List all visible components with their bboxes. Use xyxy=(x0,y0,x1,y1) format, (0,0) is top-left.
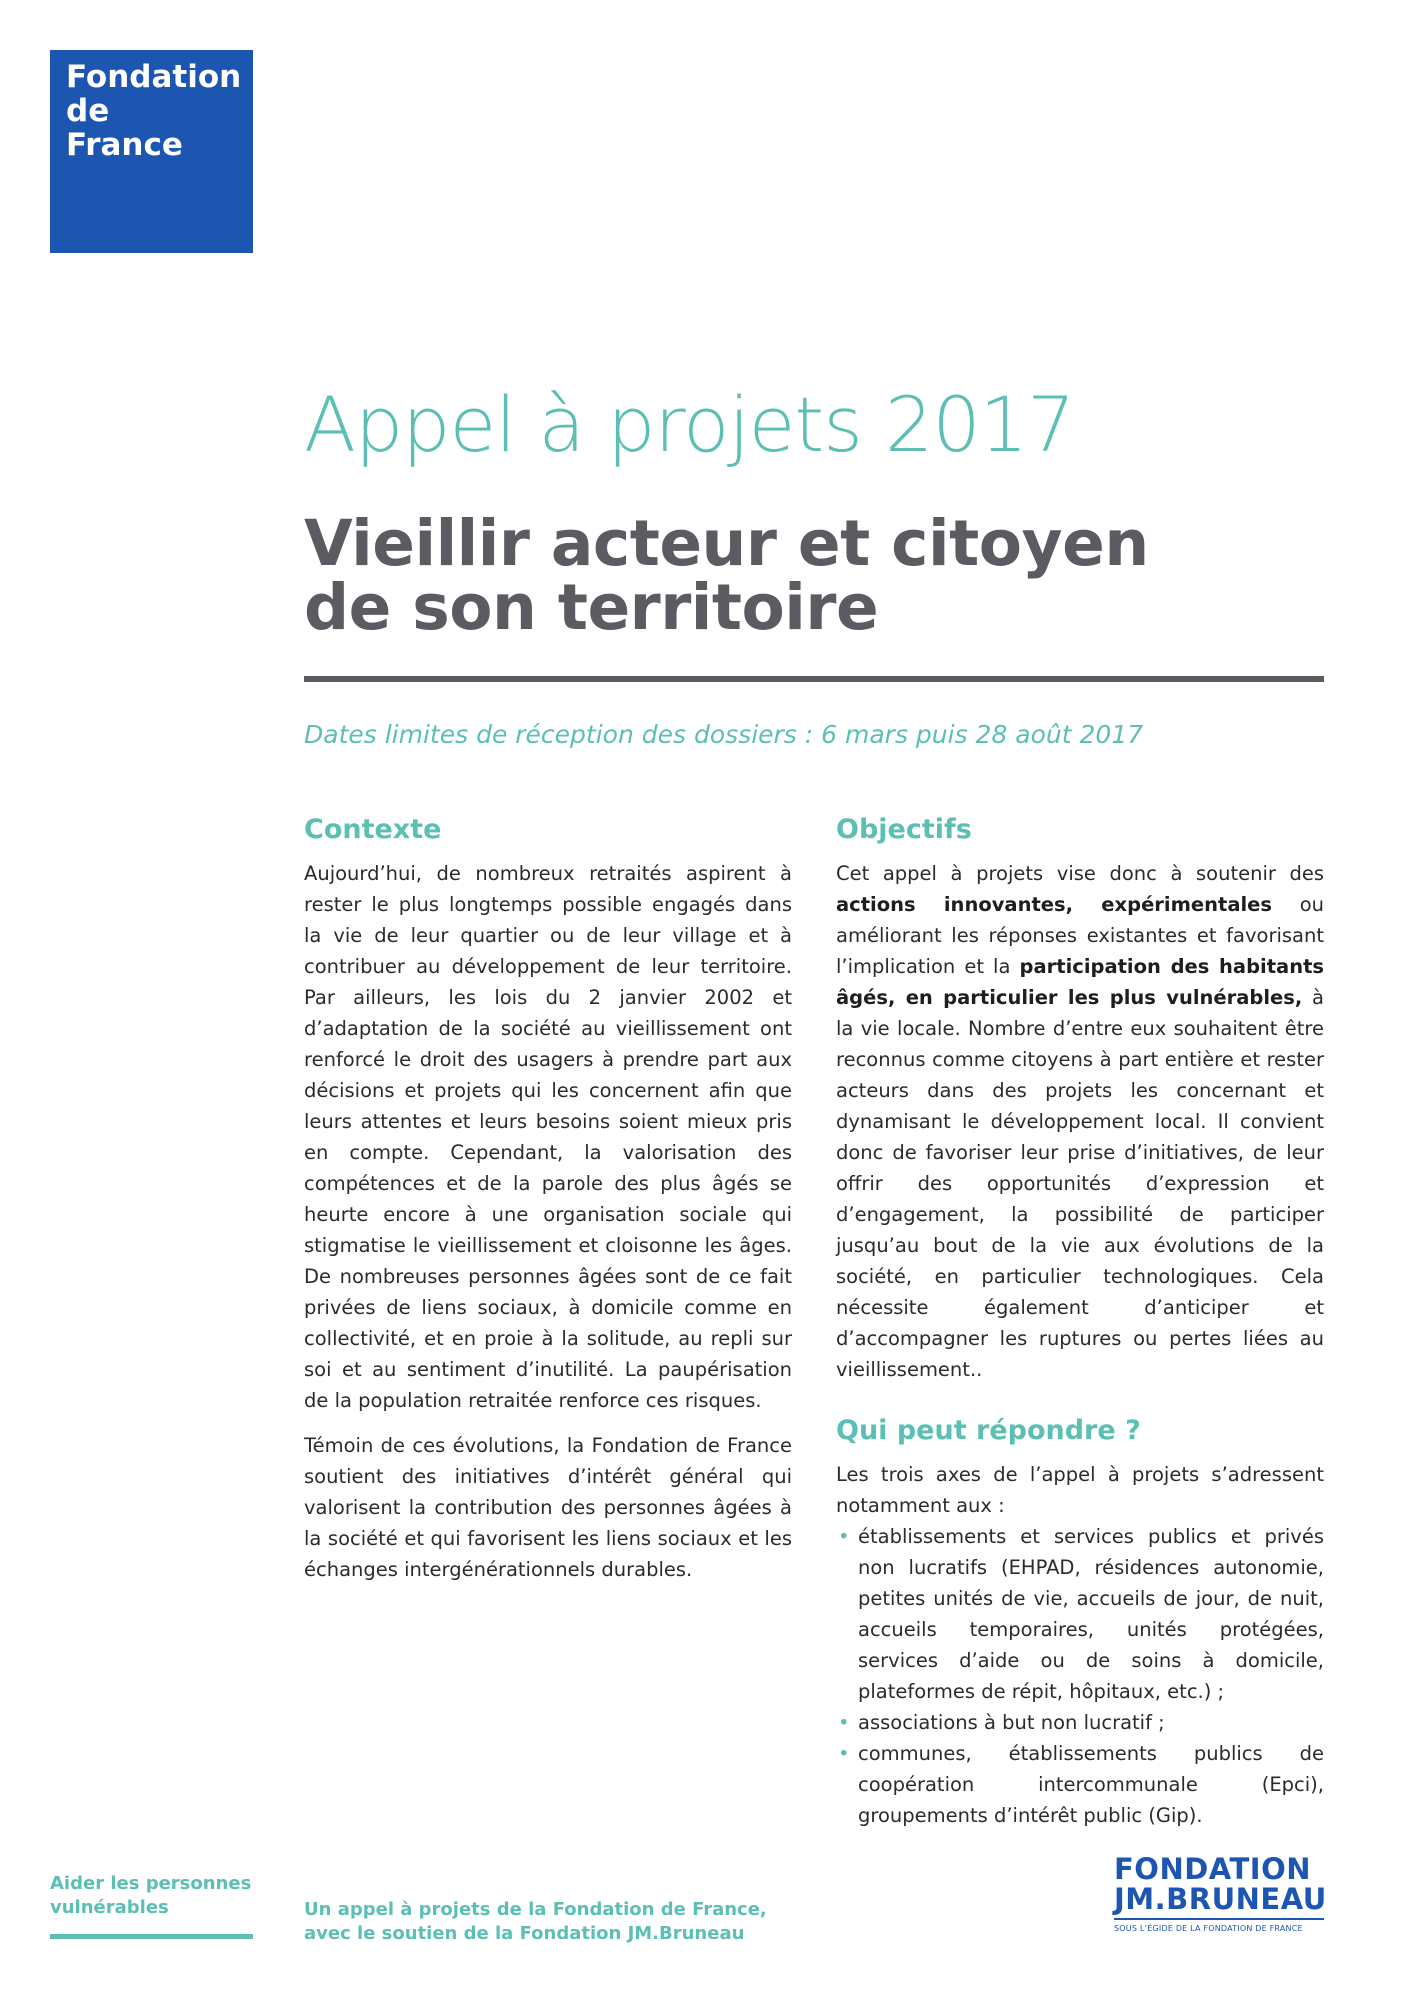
title-line: de son territoire xyxy=(304,571,879,644)
objectifs-emphasis: participation des habitants âgés, en particulier les plus vulnérables, xyxy=(836,955,1324,1009)
left-column xyxy=(304,812,792,1599)
footer-category-tag xyxy=(50,1872,251,1920)
logo-line: Fondation xyxy=(66,59,242,95)
list-item xyxy=(836,1707,1324,1738)
call-kicker: Appel à projets 2017 xyxy=(304,380,1075,469)
footer-tag-underline xyxy=(50,1934,253,1939)
page-title xyxy=(304,507,1324,644)
eligible-list xyxy=(836,1521,1324,1831)
logo-line: France xyxy=(66,127,183,163)
partner-logo-subtitle: SOUS L’ÉGIDE DE LA FONDATION DE FRANCE xyxy=(1114,1924,1303,1933)
list-item xyxy=(836,1521,1324,1707)
objectifs-paragraph xyxy=(836,858,1324,1385)
partner-logo-line: JM.BRUNEAU xyxy=(1114,1882,1327,1916)
footer-credit-line: avec le soutien de la Fondation JM.Bruneau xyxy=(304,1923,745,1944)
partner-logo-name xyxy=(1114,1852,1327,1916)
footer-credit-line: Un appel à projets de la Fondation de France, xyxy=(304,1899,767,1920)
list-item xyxy=(836,1738,1324,1831)
bullet-icon: • xyxy=(838,1711,850,1734)
list-item-text: associations à but non lucratif ; xyxy=(858,1711,1165,1734)
footer-tag-line: vulnérables xyxy=(50,1897,169,1918)
footer-credit xyxy=(304,1898,767,1946)
objectifs-emphasis: actions innovantes, expérimentales xyxy=(836,893,1273,916)
objectifs-text: à la vie locale. Nombre d’entre eux souhaitent être reconnus comme citoyens à part entière et rester acteurs dans des projets les concernant et dynamisant le développement local. Il convient donc de favoriser leur prise d’initiatives, de leur offrir des opportunités d’expression et d’engagement, la possibilité de participer jusqu’au bout de la vie aux évolutions de la société, en particulier technologiques. Cela nécessite également d’anticiper et d’accompagner les ruptures ou pertes liées au vieillissement.. xyxy=(836,986,1324,1381)
fondation-de-france-logo xyxy=(50,50,253,253)
fondation-jm-bruneau-logo xyxy=(1114,1852,1327,1933)
footer-tag-line: Aider les personnes xyxy=(50,1873,252,1894)
right-column xyxy=(836,812,1324,1831)
title-line: Vieillir acteur et citoyen xyxy=(304,507,1149,580)
contexte-paragraph-1: Aujourd’hui, de nombreux retraités aspirent à rester le plus longtemps possible engagés dans la vie de leur quartier ou de leur village et à contribuer au développement de leur territoire. Par ailleurs, les lois du 2 janvier 2002 et d’adaptation de la société au vieillissement ont renforcé le droit des usagers à prendre part aux décisions et projets qui les concernent afin que leurs attentes et leurs besoins soient mieux pris en compte. Cependant, la valorisation des compétences et de la parole des plus âgés se heurte encore à une organisation sociale qui stigmatise le vieillissement et cloisonne les âges. De nombreuses personnes âgées sont de ce fait privées de liens sociaux, à domicile comme en collectivité, et en proie à la solitude, au repli sur soi et au sentiment d’inutilité. La paupérisation de la population retraitée renforce ces risques. xyxy=(304,862,792,1412)
partner-logo-line: FONDATION xyxy=(1114,1852,1311,1886)
objectifs-heading: Objectifs xyxy=(836,814,972,845)
contexte-heading: Contexte xyxy=(304,814,442,845)
objectifs-text: ou améliorant les réponses existantes et favorisant l’implication et la xyxy=(836,893,1324,978)
list-item-text: communes, établissements publics de coopération intercommunale (Epci), groupements d’intérêt public (Gip). xyxy=(858,1742,1324,1827)
partner-logo-rule xyxy=(1114,1918,1324,1920)
contexte-paragraph-2: Témoin de ces évolutions, la Fondation de France soutient des initiatives d’intérêt général qui valorisent la contribution des personnes âgées à la société et qui favorisent les liens sociaux et les échanges intergénérationnels durables. xyxy=(304,1434,792,1581)
deadlines-text: Dates limites de réception des dossiers : 6 mars puis 28 août 2017 xyxy=(304,720,1144,749)
title-divider xyxy=(304,676,1324,682)
objectifs-text: Cet appel à projets vise donc à soutenir des xyxy=(836,862,1324,885)
bullet-icon: • xyxy=(838,1525,850,1548)
bullet-icon: • xyxy=(838,1742,850,1765)
logo-line: de xyxy=(66,93,110,129)
qui-heading: Qui peut répondre ? xyxy=(836,1415,1141,1446)
qui-intro: Les trois axes de l’appel à projets s’adressent notamment aux : xyxy=(836,1463,1324,1517)
list-item-text: établissements et services publics et privés non lucratifs (EHPAD, résidences autonomie, petites unités de vie, accueils de jour, de nuit, accueils temporaires, unités protégées, services d’aide ou de soins à domicile, plateformes de répit, hôpitaux, etc.) ; xyxy=(858,1525,1324,1703)
